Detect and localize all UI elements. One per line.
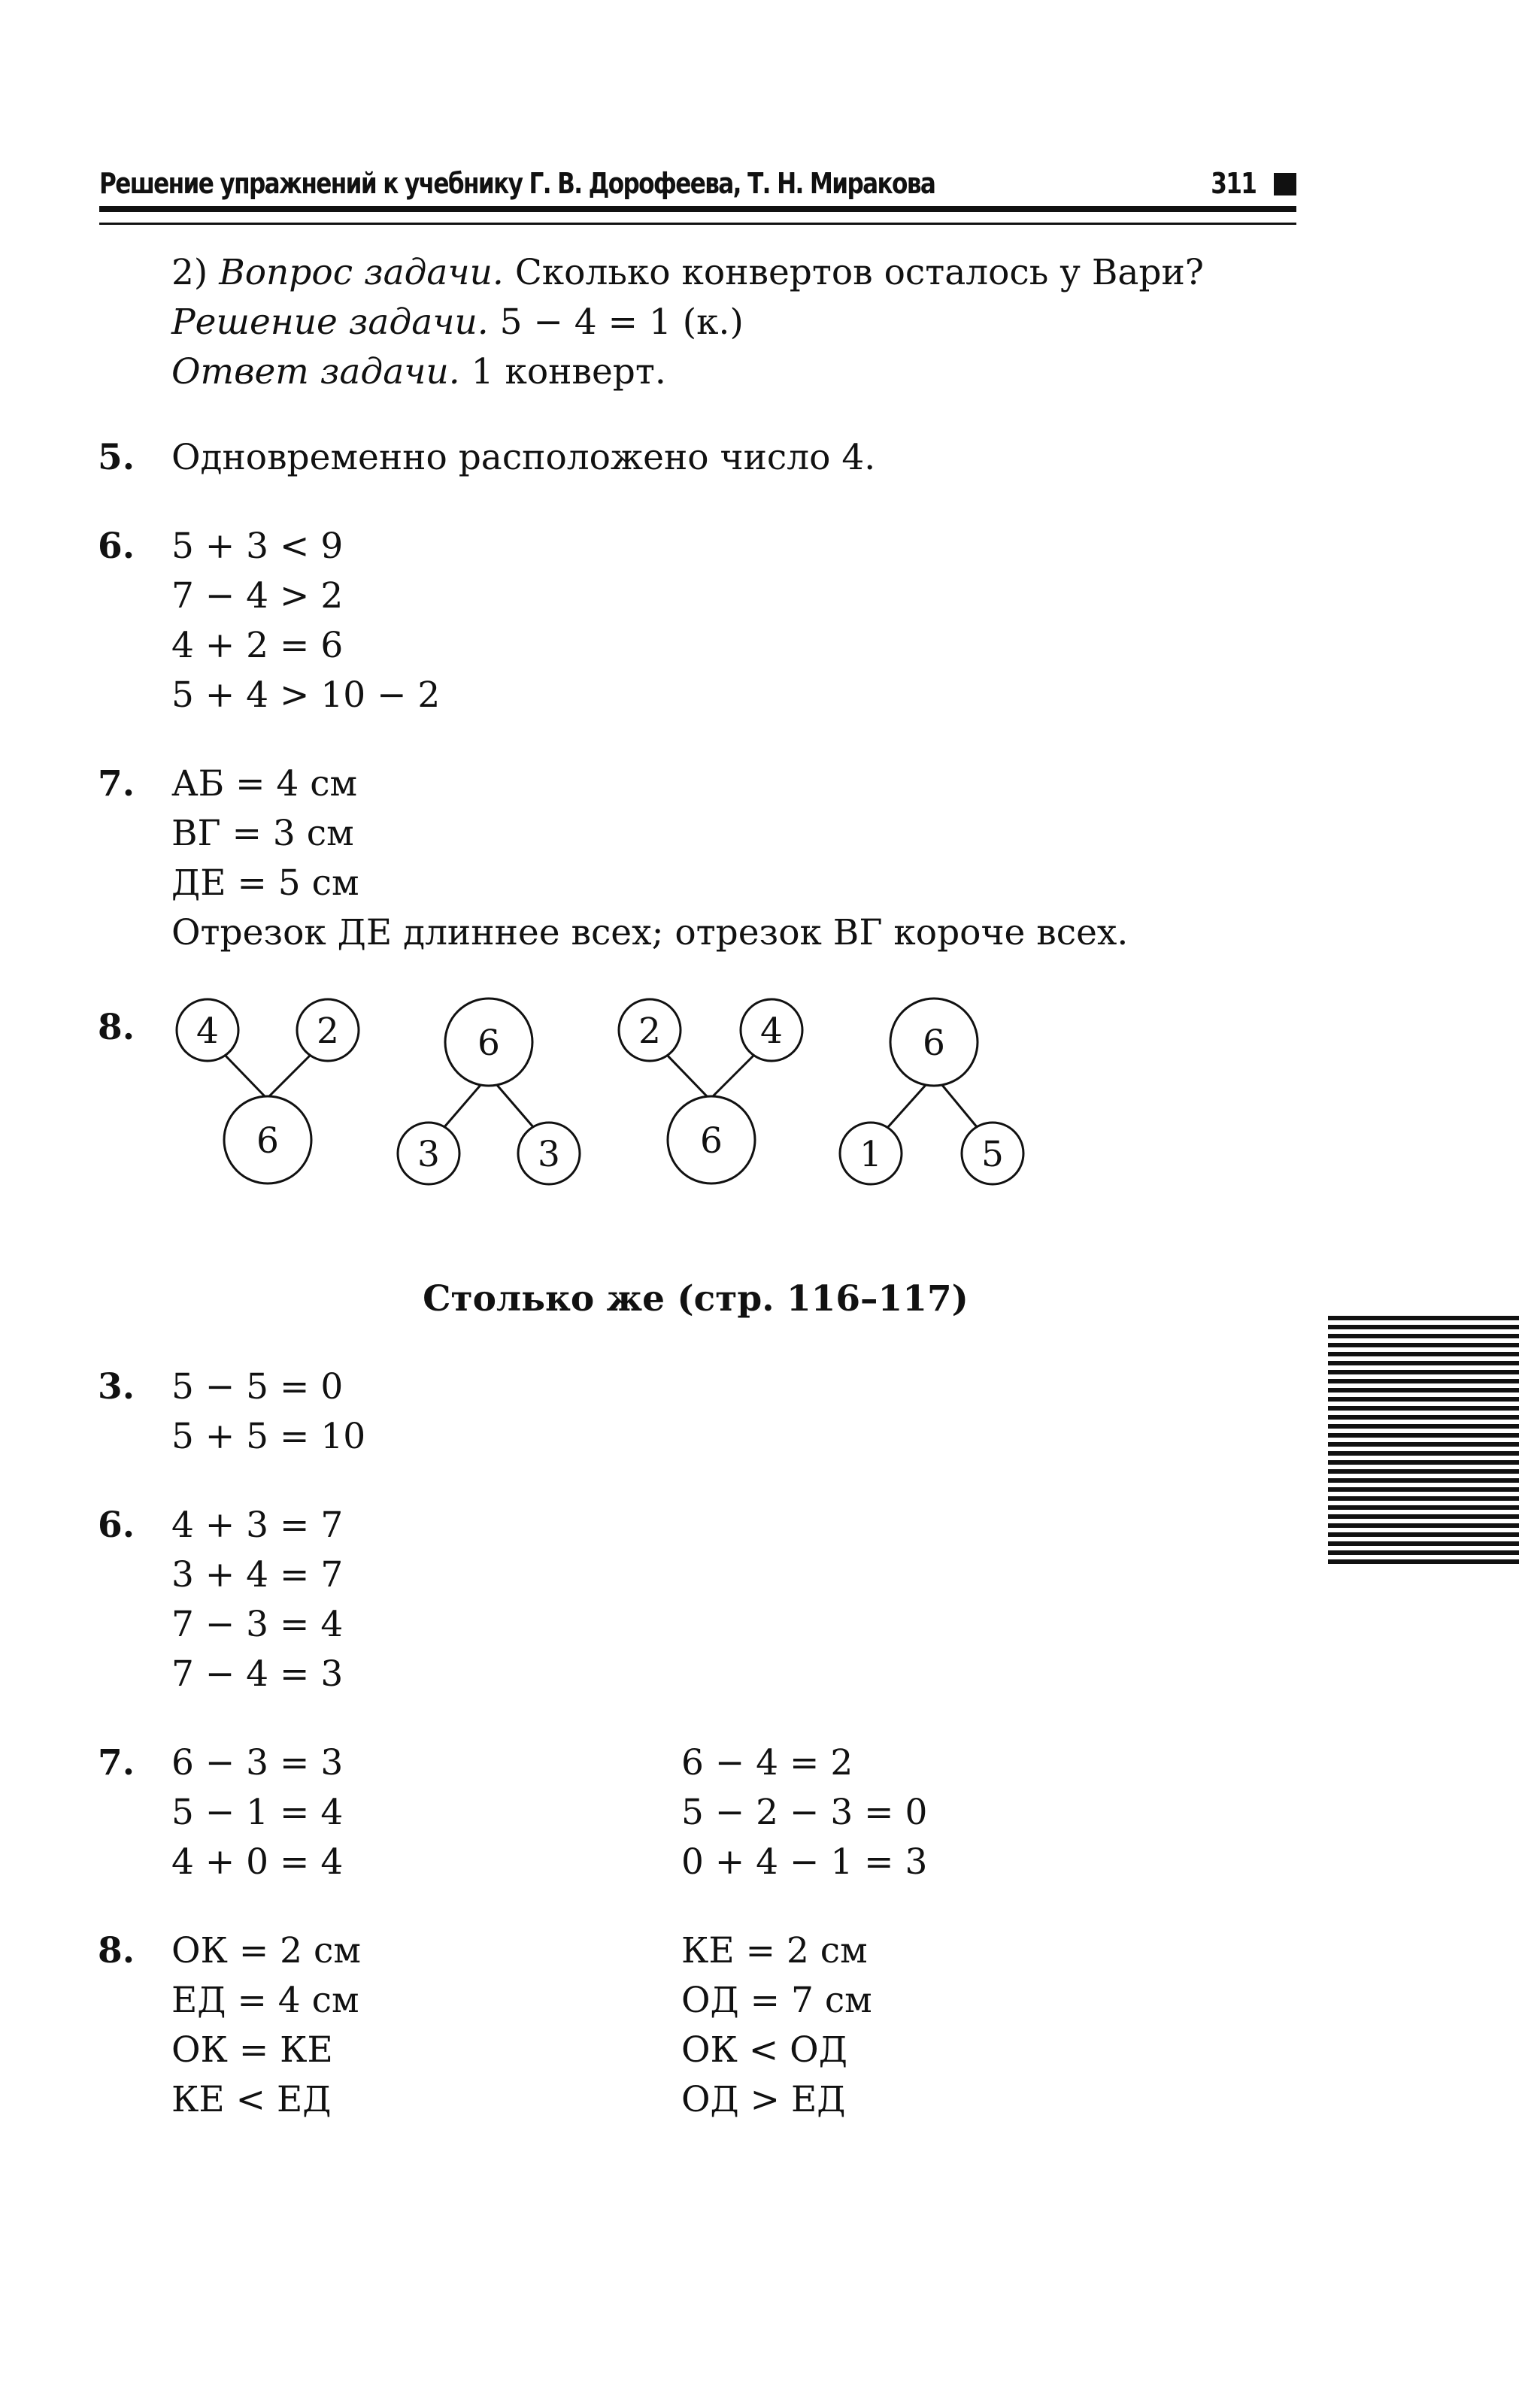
exercise-number: 8. (98, 1930, 135, 1971)
question-line: 2) Вопрос задачи. Сколько конвертов осталось у Вари? (171, 252, 1204, 293)
circle-number: 3 (538, 1134, 560, 1175)
list-item: ОК < ОД (681, 2029, 847, 2071)
list-item: ОД > ЕД (681, 2079, 846, 2120)
circle-number: 2 (638, 1011, 661, 1052)
list-item: ВГ = 3 см (171, 813, 354, 854)
connector-line (887, 1084, 926, 1128)
exercise-number: 8. (98, 1007, 135, 1048)
exercise-text: Одновременно расположено число 4. (171, 437, 876, 478)
exercise-number: 5. (98, 437, 135, 478)
list-item: ОД = 7 см (681, 1980, 872, 2021)
exercise-number: 7. (98, 1742, 135, 1783)
list-item: АБ = 4 см (171, 763, 358, 805)
circle-number: 2 (317, 1011, 339, 1052)
circle-number: 4 (196, 1011, 219, 1052)
exercise-number: 3. (98, 1366, 135, 1408)
list-item: ОК = 2 см (171, 1930, 361, 1971)
list-item: 5 + 5 = 10 (171, 1416, 366, 1457)
connector-line (941, 1084, 978, 1128)
list-item: 5 − 1 = 4 (171, 1792, 344, 1833)
circle-number: 3 (417, 1134, 440, 1175)
list-item: 7 − 3 = 4 (171, 1604, 344, 1645)
list-item: 7 − 4 > 2 (171, 575, 344, 617)
list-item: 4 + 2 = 6 (171, 625, 344, 666)
connector-line (223, 1053, 265, 1096)
list-item: 5 + 4 > 10 − 2 (171, 674, 441, 716)
page-number: 311 (1210, 167, 1256, 200)
list-item: 5 + 3 < 9 (171, 526, 344, 567)
list-item: КЕ < ЕД (171, 2079, 332, 2120)
list-item: 7 − 4 = 3 (171, 1653, 344, 1695)
connector-line (496, 1084, 534, 1128)
circle-number: 6 (700, 1120, 723, 1162)
list-item: 5 − 5 = 0 (171, 1366, 344, 1408)
solution-line: Решение задачи. 5 − 4 = 1 (к.) (171, 302, 744, 343)
exercise-number: 7. (98, 763, 135, 805)
list-item: 4 + 3 = 7 (171, 1505, 344, 1546)
list-item: Отрезок ДЕ длиннее всех; отрезок ВГ короче всех. (171, 912, 1129, 953)
circle-number: 6 (477, 1023, 500, 1064)
connector-line (269, 1053, 313, 1096)
answer-line: Ответ задачи. 1 конверт. (171, 351, 666, 392)
circle-number: 1 (859, 1134, 882, 1175)
connector-line (444, 1084, 481, 1128)
circle-number: 6 (256, 1120, 279, 1162)
circle-number: 5 (981, 1134, 1004, 1175)
list-item: 5 − 2 − 3 = 0 (681, 1792, 928, 1833)
list-item: 3 + 4 = 7 (171, 1554, 344, 1596)
section-title: Столько же (стр. 116–117) (423, 1278, 969, 1320)
list-item: 6 − 3 = 3 (171, 1742, 344, 1783)
header-title: Решение упражнений к учебнику Г. В. Дорофеева, Т. Н. Миракова (99, 167, 935, 200)
circle-number: 6 (923, 1023, 945, 1064)
list-item: ОК = КЕ (171, 2029, 333, 2071)
list-item: КЕ = 2 см (681, 1930, 868, 1971)
list-item: 0 + 4 − 1 = 3 (681, 1841, 928, 1883)
list-item: 4 + 0 = 4 (171, 1841, 344, 1883)
connector-line (713, 1053, 756, 1096)
list-item: ЕД = 4 см (171, 1980, 359, 2021)
circle-number: 4 (760, 1011, 783, 1052)
list-item: 6 − 4 = 2 (681, 1742, 853, 1783)
exercise-number: 6. (98, 1505, 135, 1546)
list-item: ДЕ = 5 см (171, 862, 359, 904)
connector-line (665, 1053, 707, 1096)
exercise-number: 6. (98, 526, 135, 567)
thumb-index-stripes (1328, 1316, 1519, 1579)
